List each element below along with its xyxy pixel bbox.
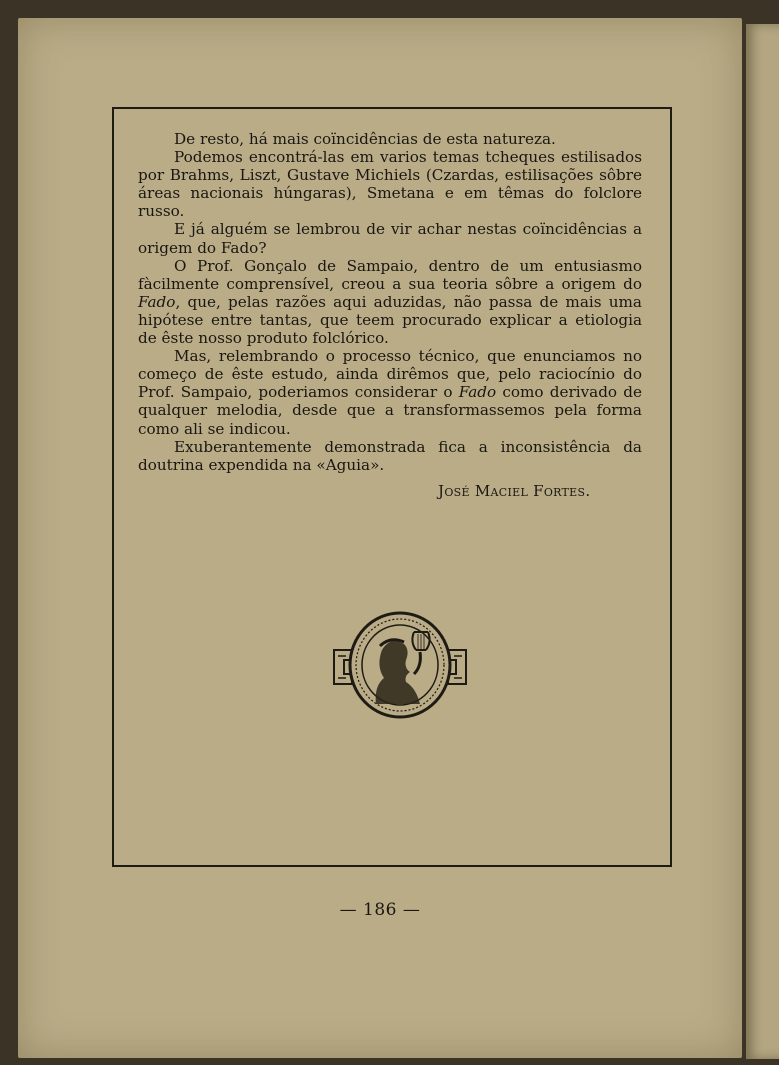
paragraph-2: Podemos encontrá-las em varios temas tcheques estilisados por Brahms, Liszt, Gustave Michiels (Czardas, estilisações sôbre áreas nacionais húngaras), Smetana e em têmas do folclore russo. <box>138 148 642 221</box>
paragraph-4 <box>138 257 642 347</box>
paragraph-4-part-b: , que, pelas razões aqui aduzidas, não passa de mais uma hipótese entre tantas, que teem procurado explicar a etiologia de êste nosso produto folclórico. <box>138 292 642 348</box>
lyre-portrait-medallion-icon <box>330 610 470 720</box>
paragraph-4-emphasis: Fado <box>138 292 176 311</box>
body-text <box>138 130 642 474</box>
paragraph-5-part-a: Mas, relembrando o processo técnico, que enunciamos no começo de êste estudo, ainda dirêmos que, pelo raciocínio do Prof. Sampaio, poderiamos considerar o <box>138 347 642 402</box>
paragraph-4-part-a: O Prof. Gonçalo de Sampaio, dentro de um entusiasmo fàcilmente comprensível, creou a sua teoria sôbre a origem do <box>138 256 642 293</box>
page-number: — 186 — <box>339 900 421 920</box>
paragraph-5-part-b: como derivado de qualquer melodia, desde que a transformassemos pela forma como ali se indicou. <box>138 383 643 438</box>
paragraph-6: Exuberantemente demonstrada fica a inconsistência da doutrina expendida na «Aguia». <box>138 437 642 474</box>
paragraph-5 <box>138 347 642 437</box>
author-signature: José Maciel Fortes. <box>438 482 591 500</box>
paragraph-1: De resto, há mais coïncidências de esta natureza. <box>174 130 556 148</box>
paragraph-5-emphasis: Fado <box>458 383 497 402</box>
paragraph-3: E já alguém se lembrou de vir achar nestas coïncidências a origem do Fado? <box>138 220 642 257</box>
